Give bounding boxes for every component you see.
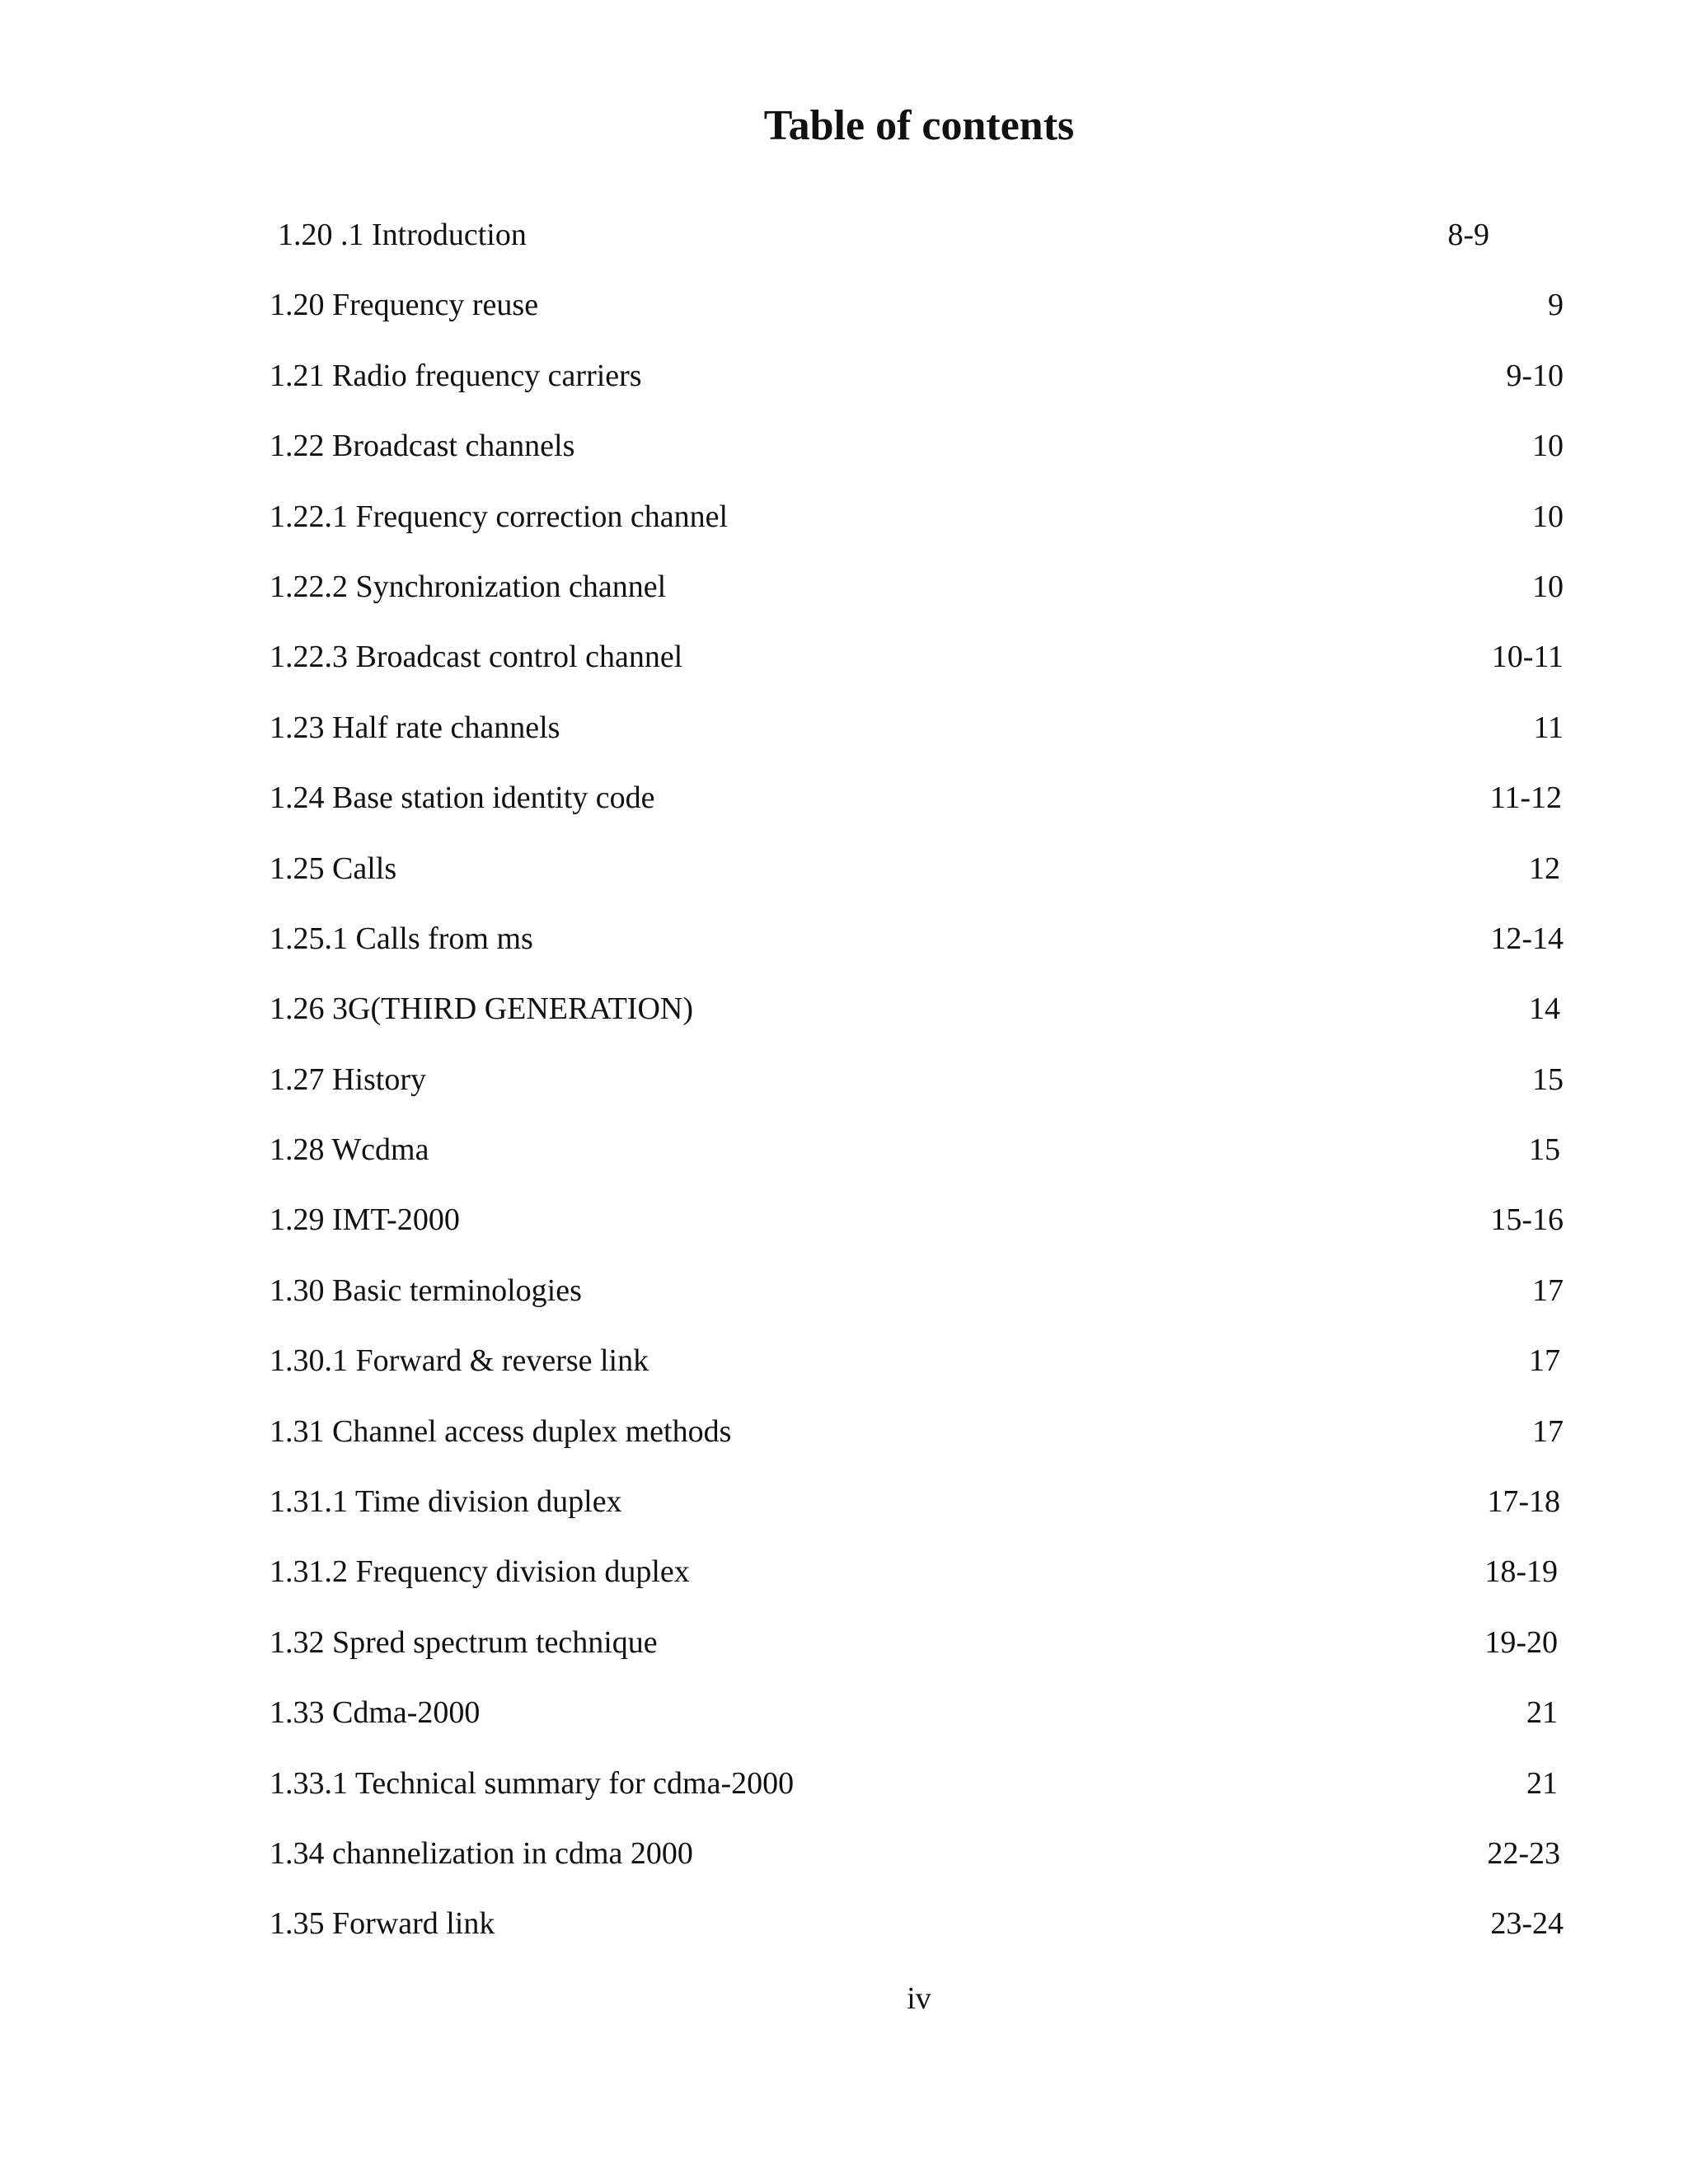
toc-entry xyxy=(270,1618,1572,1688)
toc-entry xyxy=(270,421,1572,491)
toc-entry-page: 17 xyxy=(1529,1343,1560,1379)
toc-entry xyxy=(270,1336,1572,1406)
toc-entry-page: 21 xyxy=(1526,1695,1558,1731)
toc-entry-page: 17 xyxy=(1532,1272,1564,1308)
toc-entry xyxy=(270,1125,1572,1195)
toc-entry-label: 1.32 Spred spectrum technique xyxy=(270,1624,658,1660)
toc-entry-page: 17-18 xyxy=(1487,1484,1560,1520)
toc-entry-label: 1.28 Wcdma xyxy=(270,1132,429,1168)
toc-entry xyxy=(270,773,1572,843)
toc-entry-label: 1.31 Channel access duplex methods xyxy=(270,1413,732,1449)
toc-list xyxy=(270,210,1572,1970)
toc-entry-label: 1.20 .1 Introduction xyxy=(278,218,527,252)
toc-entry-label: 1.33 Cdma-2000 xyxy=(270,1695,481,1731)
toc-entry-page: 19-20 xyxy=(1484,1624,1558,1660)
toc-entry xyxy=(270,1266,1572,1336)
toc-entry xyxy=(270,984,1572,1054)
toc-entry-page: 21 xyxy=(1526,1765,1558,1801)
toc-entry-page: 15 xyxy=(1532,1062,1564,1097)
toc-entry-label: 1.26 3G(THIRD GENERATION) xyxy=(270,991,693,1027)
toc-entry-label: 1.20 Frequency reuse xyxy=(270,288,539,323)
toc-entry-label: 1.30 Basic terminologies xyxy=(270,1272,582,1308)
toc-entry-page: 8-9 xyxy=(1447,218,1489,252)
toc-entry-label: 1.25 Calls xyxy=(270,851,397,886)
toc-entry-label: 1.30.1 Forward & reverse link xyxy=(270,1343,649,1379)
toc-entry-label: 1.22.3 Broadcast control channel xyxy=(270,640,683,675)
toc-entry xyxy=(270,914,1572,984)
toc-entry-page: 9-10 xyxy=(1506,358,1564,393)
toc-entry-page: 18-19 xyxy=(1484,1554,1558,1590)
toc-entry-page: 9 xyxy=(1548,288,1564,323)
toc-entry-page: 11-12 xyxy=(1489,780,1562,816)
toc-entry-page: 12 xyxy=(1529,851,1560,886)
toc-entry-page: 22-23 xyxy=(1487,1835,1560,1871)
toc-entry xyxy=(270,1829,1572,1899)
toc-entry xyxy=(270,1547,1572,1617)
toc-entry-label: 1.35 Forward link xyxy=(270,1906,495,1942)
toc-entry xyxy=(270,562,1572,632)
toc-entry-label: 1.29 IMT-2000 xyxy=(270,1202,460,1238)
toc-entry xyxy=(270,1759,1572,1829)
toc-entry xyxy=(270,492,1572,562)
toc-entry-label: 1.27 History xyxy=(270,1062,426,1097)
toc-entry xyxy=(270,1899,1572,1969)
toc-entry xyxy=(270,1195,1572,1265)
toc-entry xyxy=(270,1688,1572,1758)
toc-entry-page: 10 xyxy=(1532,429,1564,464)
toc-entry-page: 11 xyxy=(1533,710,1564,745)
toc-entry-label: 1.31.1 Time division duplex xyxy=(270,1484,622,1520)
toc-entry xyxy=(270,1407,1572,1477)
toc-entry-label: 1.22.2 Synchronization channel xyxy=(270,569,667,604)
toc-entry xyxy=(270,1055,1572,1125)
toc-entry xyxy=(270,844,1572,914)
toc-entry-page: 10 xyxy=(1532,499,1564,534)
toc-entry-page: 15-16 xyxy=(1490,1202,1564,1238)
toc-entry-page: 17 xyxy=(1532,1413,1564,1449)
toc-entry xyxy=(270,632,1572,702)
toc-entry xyxy=(270,351,1572,421)
toc-entry-label: 1.25.1 Calls from ms xyxy=(270,921,533,956)
toc-entry-label: 1.33.1 Technical summary for cdma-2000 xyxy=(270,1765,795,1801)
toc-entry-label: 1.34 channelization in cdma 2000 xyxy=(270,1835,693,1871)
toc-entry xyxy=(270,1477,1572,1547)
page-number: iv xyxy=(907,1981,931,2016)
toc-entry-label: 1.22.1 Frequency correction channel xyxy=(270,499,729,534)
toc-entry-page: 10 xyxy=(1532,569,1564,604)
toc-entry-label: 1.31.2 Frequency division duplex xyxy=(270,1554,690,1590)
toc-entry xyxy=(270,280,1572,350)
toc-entry xyxy=(270,703,1572,773)
toc-entry-label: 1.24 Base station identity code xyxy=(270,780,655,816)
toc-entry-page: 12-14 xyxy=(1490,921,1564,956)
page-title: Table of contents xyxy=(763,102,1075,149)
toc-entry-label: 1.21 Radio frequency carriers xyxy=(270,358,642,393)
toc-entry-label: 1.22 Broadcast channels xyxy=(270,429,575,464)
toc-entry-label: 1.23 Half rate channels xyxy=(270,710,560,745)
toc-entry-page: 15 xyxy=(1529,1132,1560,1168)
toc-entry xyxy=(270,210,1572,280)
toc-entry-page: 23-24 xyxy=(1490,1906,1564,1942)
toc-entry-page: 14 xyxy=(1529,991,1560,1027)
toc-entry-page: 10-11 xyxy=(1491,640,1564,675)
